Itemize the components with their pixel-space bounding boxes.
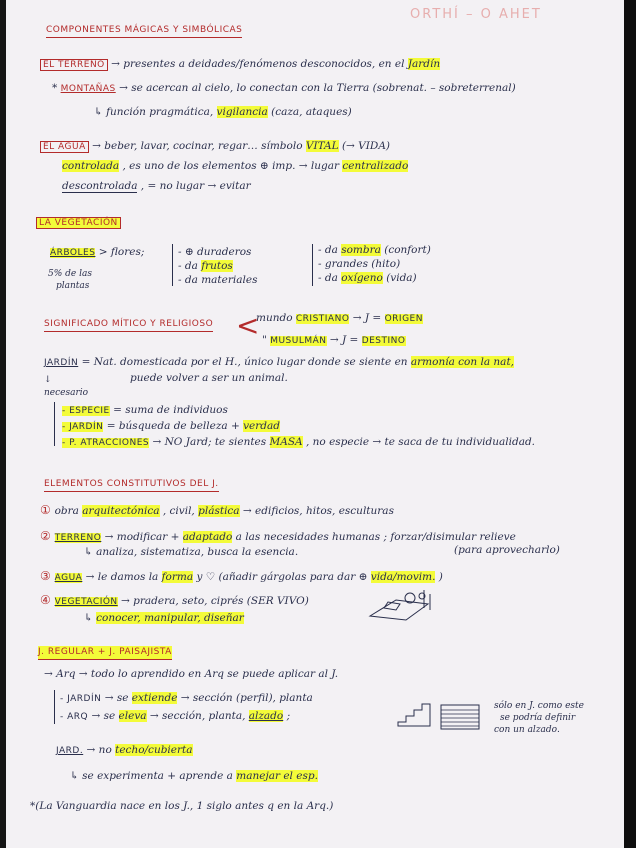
arq-seccion: → sección, planta,: [149, 710, 246, 722]
frutos-highlight: frutos: [201, 260, 233, 272]
item-4-number: ④: [40, 593, 52, 607]
terreno-text: → presentes a deidades/fenómenos desconocidos, en el: [111, 58, 405, 70]
label-jard: JARD.: [56, 746, 84, 756]
manejar-highlight: manejar el esp.: [236, 770, 318, 782]
page-edge-shadow: [624, 0, 636, 848]
item-2-forzar: forzar/disimular relieve: [390, 531, 516, 543]
side-note-1: sólo en J. como este: [494, 701, 584, 711]
line-especie: [62, 404, 228, 418]
masa-highlight: MASA: [269, 436, 303, 448]
line-atracciones: [62, 436, 535, 450]
line-funcion: [94, 106, 352, 119]
item-2-number: ②: [40, 529, 52, 543]
cristiano-arrow: → J =: [352, 312, 382, 324]
arquitectonica-highlight: arquitectónica: [82, 505, 160, 517]
item-1-tail: → edificios, hitos, esculturas: [242, 505, 394, 517]
right-3: [318, 272, 417, 285]
eleva-highlight: eleva: [118, 710, 147, 722]
label-montanas: MONTAÑAS: [60, 84, 116, 94]
especie-text: = suma de individuos: [113, 404, 228, 416]
arq-semicolon: ;: [286, 710, 291, 722]
jardin-highlight: Jardín: [407, 58, 441, 70]
verdad-highlight: verdad: [243, 420, 280, 432]
item-1-civil: , civil,: [162, 505, 195, 517]
arq-se: → se: [91, 710, 116, 722]
line-jardin-def-2: puede volver a ser un animal.: [130, 372, 288, 384]
agua-text: → beber, lavar, cocinar, regar… símbolo: [92, 140, 303, 152]
vida-movim-highlight: vida/movim.: [370, 571, 436, 583]
centralizado-highlight: centralizado: [342, 160, 409, 172]
line-jard: [56, 744, 193, 758]
armonia-highlight: armonía con la nat,: [410, 356, 515, 368]
side-note-2: se podría definir: [500, 713, 576, 723]
garden-sketch: [366, 586, 436, 622]
label-agua: EL AGUA: [40, 141, 89, 153]
ditto-mark: ": [262, 334, 267, 346]
mundo-text: mundo: [256, 312, 293, 324]
item-2-sub: ↳ analiza, sistematiza, busca la esencia.: [84, 546, 299, 558]
item-2-para: (para aprovecharlo): [454, 544, 560, 556]
line-musulman: [262, 334, 406, 348]
atracciones-text: → NO Jard; te sientes: [152, 436, 267, 448]
funcion-text: ↳ función pragmática,: [94, 106, 214, 118]
cristiano-highlight: CRISTIANO: [295, 314, 350, 324]
label-arboles: ÁRBOLES: [50, 248, 96, 258]
label-jardin-2: - JARDÍN: [60, 694, 102, 704]
conocer-highlight: conocer, manipular, diseñar: [96, 612, 244, 624]
right-1: [318, 244, 431, 257]
oxigeno-highlight: oxígeno: [341, 272, 383, 284]
mid-2-da: - da: [178, 260, 198, 272]
right-2: - grandes (hito): [318, 258, 401, 270]
line-descontrolada: [62, 180, 251, 193]
musulman-highlight: MUSULMÁN: [270, 336, 327, 346]
item-3-damos: → le damos la: [85, 571, 159, 583]
jardin-belleza-highlight: - JARDÍN: [62, 422, 104, 432]
line-arboles: [50, 246, 144, 260]
side-note-3: con un alzado.: [494, 725, 560, 735]
vital-tail: (→ VIDA): [341, 140, 390, 152]
heading-vegetacion-wrap: [36, 216, 121, 230]
item-4-pradera: → pradera, seto, ciprés (SER VIVO): [121, 595, 309, 607]
origen-highlight: ORIGEN: [384, 314, 423, 324]
item-2-modificar: → modificar +: [104, 531, 180, 543]
line-arq: → Arq → todo lo aprendido en Arq se puede aplicar al J.: [44, 668, 339, 680]
item-4-arrow: ↳: [84, 612, 93, 624]
alzado-highlight: alzado: [248, 710, 284, 722]
atracciones-highlight: - P. ATRACCIONES: [62, 438, 150, 448]
line-arq-eleva: [60, 710, 290, 724]
techo-highlight: techo/cubierta: [115, 744, 193, 756]
footnote-vanguardia: *(La Vanguardia nace en los J., 1 siglo antes q en la Arq.): [30, 800, 334, 812]
item-2-necesidades: a las necesidades humanas ;: [235, 531, 388, 543]
item-1-obra: obra: [54, 505, 79, 517]
vital-highlight: VITAL: [305, 140, 339, 152]
jardin-belleza-text: = búsqueda de belleza +: [106, 420, 240, 432]
line-terreno: [40, 58, 440, 72]
line-cristiano: [256, 312, 423, 326]
big-bracket: <: [236, 309, 260, 342]
jardin-seccion: → sección (perfil), planta: [180, 692, 313, 704]
agua-highlight: AGUA: [54, 573, 83, 583]
descontrolada-tail: , = no lugar → evitar: [140, 180, 251, 192]
label-arq: - ARQ: [60, 712, 89, 722]
line-jardin-belleza: [62, 420, 280, 434]
heading-vegetacion: LA VEGETACIÓN: [36, 217, 121, 229]
descontrolada-text: descontrolada: [62, 180, 138, 192]
vigilancia-highlight: vigilancia: [216, 106, 268, 118]
line-experimenta: [70, 770, 318, 783]
adaptado-highlight: adaptado: [182, 531, 233, 543]
arboles-note-2: plantas: [56, 281, 90, 291]
right-1-tail: (confort): [384, 244, 431, 256]
item-4-sub: [84, 612, 244, 625]
jardin-def-text: = Nat. domesticada por el H., único lugar donde se siente en: [81, 356, 408, 368]
atracciones-tail: , no especie → te saca de tu individualidad.: [305, 436, 536, 448]
item-3-number: ③: [40, 569, 52, 583]
item-2: [40, 530, 516, 545]
mid-3: - da materiales: [178, 274, 258, 286]
experimenta-text: ↳ se experimenta + aprende a: [70, 770, 233, 782]
especie-highlight: - ESPECIE: [62, 406, 110, 416]
arboles-note-1: 5% de las: [48, 269, 92, 279]
controlada-text: , es uno de los elementos ⊕ imp. → lugar: [122, 160, 340, 172]
arboles-text: > flores;: [98, 246, 145, 258]
heading-mitico: SIGNIFICADO MÍTICO Y RELIGIOSO: [44, 318, 213, 332]
stairs-sketch: [396, 700, 432, 728]
necesario-note: ↓ necesario: [44, 375, 89, 398]
item-3-gargolas: y ♡ (añadir gárgolas para dar ⊕: [196, 571, 368, 583]
layers-sketch: [440, 704, 480, 730]
item-1-number: ①: [40, 503, 52, 517]
line-agua: [40, 140, 390, 154]
musulman-arrow: → J =: [329, 334, 359, 346]
vegetacion-highlight: VEGETACIÓN: [54, 597, 118, 607]
jard-no: → no: [86, 744, 112, 756]
extiende-highlight: extiende: [131, 692, 178, 704]
right-1-da: - da: [318, 244, 338, 256]
item-1: [40, 504, 394, 518]
heading-elementos: ELEMENTOS CONSTITUTIVOS DEL J.: [44, 478, 219, 492]
mid-2: [178, 260, 233, 273]
line-montanas: [52, 82, 516, 96]
terreno-highlight: TERRENO: [54, 533, 102, 543]
montanas-text: → se acercan al cielo, lo conectan con la Tierra (sobrenat. – sobreterrenal): [119, 82, 516, 94]
heading-regular: J. REGULAR + J. PAISAJISTA: [38, 646, 172, 660]
item-3-close: ): [438, 571, 443, 583]
item-3: [40, 570, 443, 585]
right-3-tail: (vida): [386, 272, 417, 284]
sombra-highlight: sombra: [341, 244, 381, 256]
plastica-highlight: plástica: [198, 505, 240, 517]
funcion-tail: (caza, ataques): [271, 106, 352, 118]
destino-highlight: DESTINO: [361, 336, 406, 346]
mid-1: - ⊕ duraderos: [178, 246, 252, 258]
line-controlada: [62, 160, 408, 173]
jardin-se: → se: [104, 692, 129, 704]
line-jardin-extiende: [60, 692, 313, 706]
right-3-da: - da: [318, 272, 338, 284]
label-terreno: EL TERRENO: [40, 59, 108, 71]
corner-title: ORTHÍ – O AHET: [410, 7, 542, 22]
label-jardin: JARDÍN: [44, 358, 79, 368]
forma-highlight: forma: [161, 571, 194, 583]
star-bullet: *: [52, 82, 58, 94]
line-jardin-def: [44, 356, 514, 370]
heading-componentes: COMPONENTES MÁGICAS Y SIMBÓLICAS: [46, 24, 242, 38]
item-4: [40, 594, 309, 609]
controlada-highlight: controlada: [62, 160, 120, 172]
